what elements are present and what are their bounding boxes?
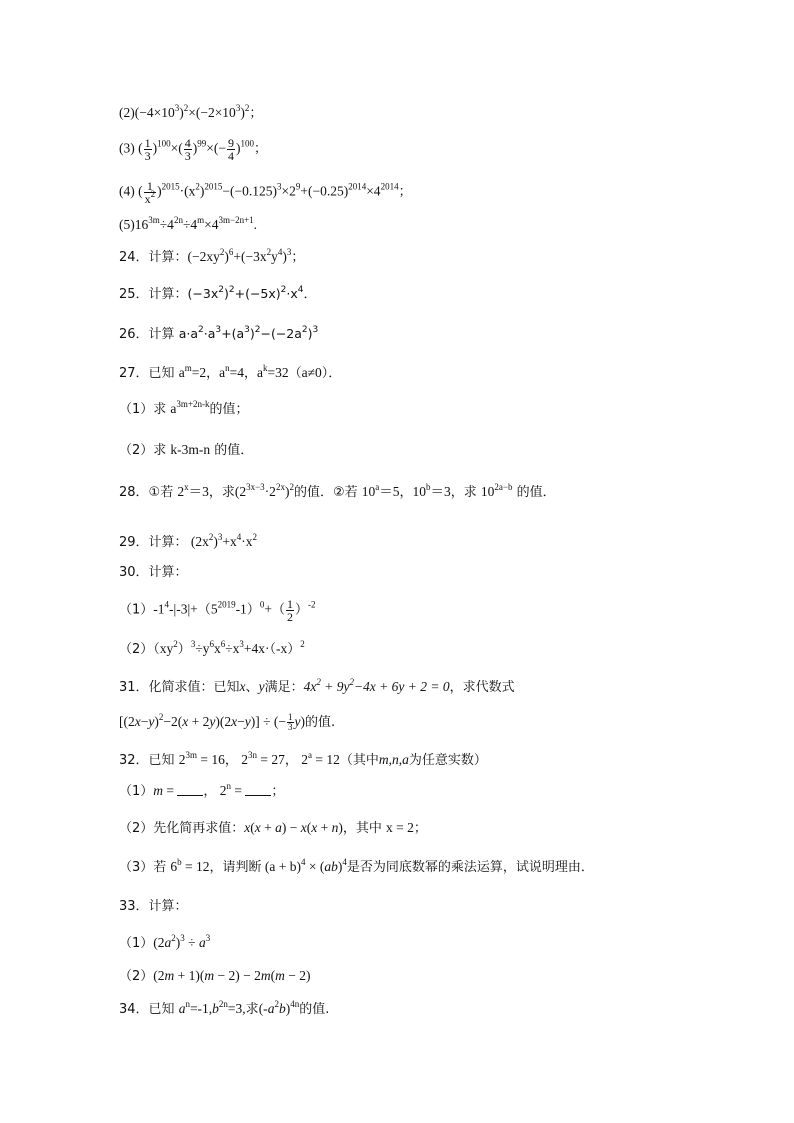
question-30: 30．计算： bbox=[119, 565, 188, 580]
question-31-expression: $[(2x-y)^2-2(x + 2y)(2x-y)]$ ÷ (− $\frac{1}{3}$ y)的值. bbox=[119, 712, 336, 733]
question-31: 31．化简求值：已知x、y满足：$4x^2 + 9y^2-4x + 6y + 2 = 0$，求代数式 bbox=[119, 677, 515, 695]
question-27-part-1: （1）求 $a^{3m+2n-k}$的值； bbox=[119, 399, 249, 417]
question-32-part-2: （2）先化简再求值：x(x + a) − x(x + n)，其中 x = 2； bbox=[119, 820, 427, 836]
question-26: 26．计算 $a\cdot a^2\cdot a^3+(a^3)^2-(-2a^2)^3$ bbox=[119, 325, 319, 342]
question-30-part-1: $(1)-1^4-|-3|+(5^{2019}-1)^0+$（ $\frac{1}{2}$ ）$^{-2}$ bbox=[119, 597, 316, 624]
question-34: 34．已知 $a^n=-1,b^{2n}=3$,求$(-a^2b)^{4n}$的值. bbox=[119, 999, 330, 1017]
question-27-part-2: （2）求 k-3m-n 的值． bbox=[119, 442, 254, 458]
question-27: 27．已知 $a^m=2$，$a^n=4$，$a^k=32(a\ne 0)$． bbox=[119, 363, 342, 381]
q23-part-3: (3) ( $\frac{1}{3}$ )$^{100}$×( $\frac{4}{3}$ )$^{99}$×(− $\frac{9}{4}$ )$^{100}$； bbox=[119, 136, 267, 163]
answer-blank-m[interactable] bbox=[177, 783, 203, 796]
question-33: 33．计算： bbox=[119, 899, 188, 914]
question-33-part-2: （2）(2m + 1)(m − 2) − 2m(m − 2) bbox=[119, 968, 311, 984]
question-33-part-1: $(1)(2a^2)^3 \div a^3$ bbox=[119, 933, 211, 951]
q23-part-2: $(2)(-4\times 10^3)^2\times(-2\times 10^3)^2$； bbox=[119, 103, 263, 121]
answer-blank-2n[interactable] bbox=[245, 783, 271, 796]
question-29: 29．计算： $(2x^2)^3+x^4\cdot x^2$ bbox=[119, 532, 258, 550]
question-24: 24．计算：$(-2xy^2)^6+(-3x^2y^4)^3$； bbox=[119, 247, 305, 265]
q23-part-4: (4) ( $\frac{1}{x^2}$ )$^{2015}\cdot(x^2)^{2015}-(-0.125)^3\times 2^9+(-0.25)^{2014}\times 4^{2014}$； bbox=[119, 179, 412, 206]
question-25: 25．计算：$(-3x^2)^2+(-5x)^2\cdot x^4$． bbox=[119, 285, 317, 302]
question-32-part-3: （3）若 $6^b = 12$，请判断 $(a + b)^4 \times (ab)^4$是否为同底数幂的乘法运算，试说明理由． bbox=[119, 857, 594, 875]
question-32: 32．已知 $2^{3m} = 16$， $2^{3n} = 27$， $2^a = 12$（其中m,n,a为任意实数） bbox=[119, 750, 487, 768]
question-28: 28．①若 $2^x=3$，求$(2^{3x-3}\cdot 2^{2x})^2$的值．②若 $10^a=5$，$10^b=3$，求 $10^{2a-b}$ 的值． bbox=[119, 482, 556, 500]
q23-part-5: $(5)16^{3m}\div 4^{2n}\div 4^m\times 4^{3m-2n+1}$. bbox=[119, 215, 258, 232]
question-30-part-2: $(2)(xy^2)^3\div y^6x^6\div x^3+4x\cdot(-x)^2$ bbox=[119, 639, 305, 657]
question-32-part-1: （1）m = ， $2^n$ = ； bbox=[119, 781, 285, 799]
